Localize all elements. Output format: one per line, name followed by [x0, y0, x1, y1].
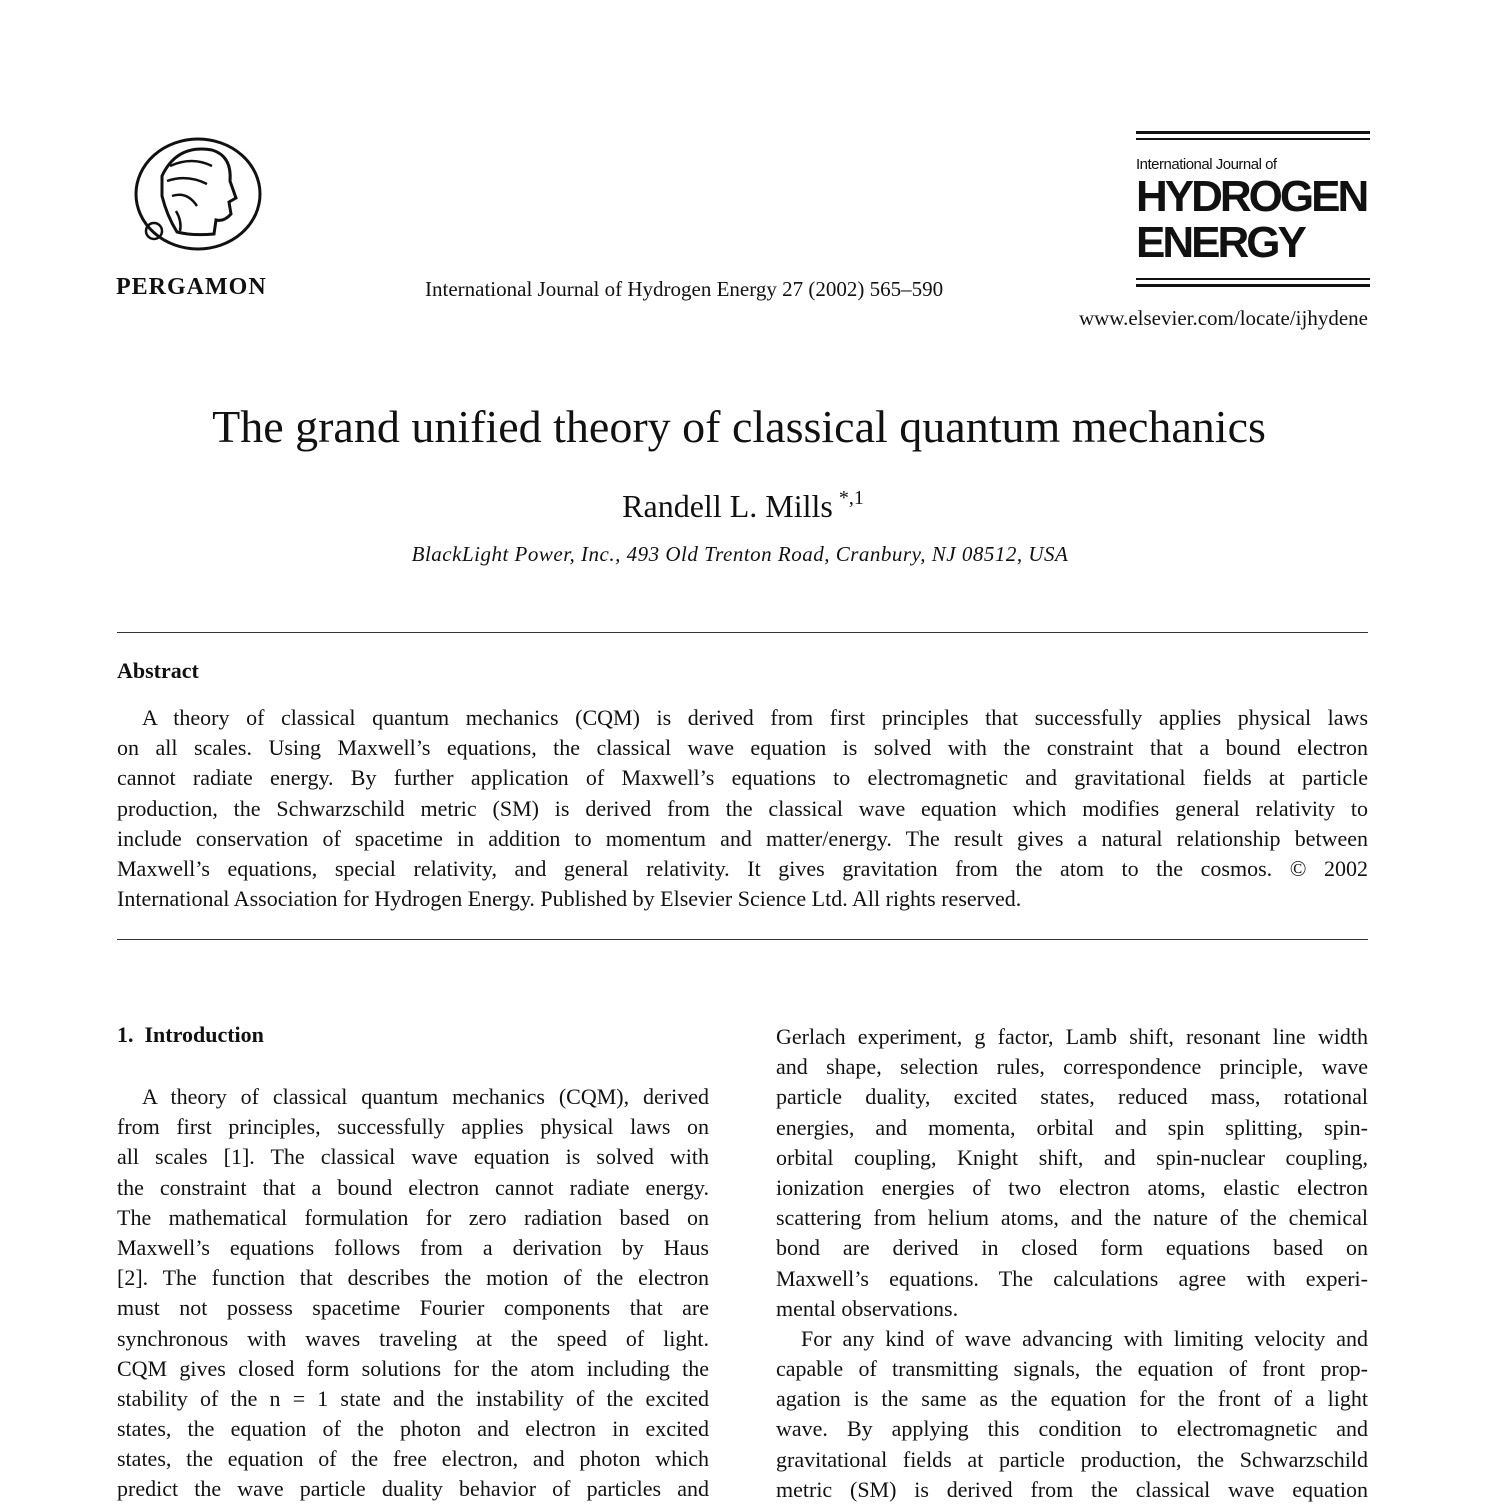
- right-column: [776, 1022, 1368, 1505]
- journal-logo-line2: ENERGY: [1136, 218, 1304, 267]
- affiliation: BlackLight Power, Inc., 493 Old Trenton Road, Cranbury, NJ 08512, USA: [411, 542, 1069, 566]
- author-name: Randell L. Mills: [622, 488, 833, 524]
- body-line: orbital coupling, Knight shift, and spin-nuclear coupling,: [776, 1144, 1368, 1170]
- journal-logo-small: International Journal of: [1136, 156, 1277, 173]
- body-line: CQM gives closed form solutions for the atom including the: [117, 1355, 709, 1381]
- body-line: scattering from helium atoms, and the nature of the chemical: [776, 1205, 1368, 1231]
- author: [0, 486, 1486, 526]
- abstract-line: on all scales. Using Maxwell’s equations, the classical wave equation is solved with the constraint that a bound electron: [117, 735, 1368, 761]
- body-line: states, the equation of the free electron, and photon which: [117, 1446, 709, 1472]
- body-line: from first principles, successfully applies physical laws on: [117, 1114, 709, 1140]
- minerva-head-icon: [132, 136, 262, 251]
- publisher-logo: [132, 136, 262, 251]
- body-line: the constraint that a bound electron cannot radiate energy.: [117, 1174, 709, 1200]
- body-line: wave. By applying this condition to electromagnetic and: [776, 1416, 1368, 1442]
- divider-bottom: [117, 939, 1368, 940]
- abstract-line: include conservation of spacetime in addition to momentum and matter/energy. The result gives a natural relationship between: [117, 825, 1368, 851]
- body-line: agation is the same as the equation for the front of a light: [776, 1386, 1368, 1412]
- abstract-line: Maxwell’s equations, special relativity, and general relativity. It gives gravitation from the atom to the cosmos. © 2002: [117, 855, 1368, 881]
- body-line: Maxwell’s equations. The calculations agree with experi-: [776, 1265, 1368, 1291]
- journal-logo: [1136, 131, 1370, 287]
- body-line: The mathematical formulation for zero radiation based on: [117, 1204, 709, 1230]
- body-line: predict the wave particle duality behavior of particles and: [117, 1476, 709, 1502]
- left-column: [117, 1082, 709, 1505]
- body-line: capable of transmitting signals, the equation of front prop-: [776, 1356, 1368, 1382]
- divider-top: [117, 632, 1368, 633]
- body-line: Maxwell’s equations follows from a derivation by Haus: [117, 1234, 709, 1260]
- body-line: energies, and momenta, orbital and spin splitting, spin-: [776, 1114, 1368, 1140]
- section-heading: 1. Introduction: [117, 1022, 264, 1047]
- body-line: ionization energies of two electron atoms, elastic electron: [776, 1174, 1368, 1200]
- abstract-line: International Association for Hydrogen Energy. Published by Elsevier Science Ltd. All rights reserved.: [117, 886, 1022, 912]
- body-line: all scales [1]. The classical wave equation is solved with: [117, 1144, 709, 1170]
- body-line: Gerlach experiment, g factor, Lamb shift, resonant line width: [776, 1024, 1368, 1049]
- body-line: states, the equation of the photon and electron in excited: [117, 1416, 709, 1442]
- abstract-heading: Abstract: [117, 658, 199, 683]
- journal-citation: International Journal of Hydrogen Energy 27 (2002) 565–590: [425, 277, 944, 301]
- publisher-name: PERGAMON: [116, 274, 267, 300]
- body-line: [2]. The function that describes the motion of the electron: [117, 1265, 709, 1291]
- body-line: gravitational fields at particle production, the Schwarzschild: [776, 1446, 1368, 1472]
- body-line: must not possess spacetime Fourier components that are: [117, 1295, 709, 1321]
- abstract-line: cannot radiate energy. By further application of Maxwell’s equations to electromagnetic and gravitational fields at particle: [117, 765, 1368, 791]
- journal-logo-line1: HYDROGEN: [1136, 172, 1367, 221]
- abstract-body: [117, 703, 1368, 914]
- body-line: bond are derived in closed form equations based on: [776, 1235, 1368, 1261]
- body-line: A theory of classical quantum mechanics (CQM), derived: [142, 1084, 709, 1109]
- paper-title: The grand unified theory of classical quantum mechanics: [212, 401, 1266, 452]
- body-line: mental observations.: [776, 1295, 959, 1321]
- body-line: and shape, selection rules, correspondence principle, wave: [776, 1054, 1368, 1080]
- body-line: metric (SM) is derived from the classical wave equation: [776, 1476, 1368, 1502]
- abstract-line: A theory of classical quantum mechanics (CQM) is derived from first principles that successfully applies physical laws: [142, 705, 1368, 730]
- journal-url[interactable]: www.elsevier.com/locate/ijhydene: [1078, 306, 1368, 330]
- body-line: particle duality, excited states, reduced mass, rotational: [776, 1084, 1368, 1110]
- body-line: For any kind of wave advancing with limiting velocity and: [801, 1325, 1368, 1351]
- author-marks: *,1: [838, 487, 864, 509]
- body-line: stability of the n = 1 state and the instability of the excited: [117, 1385, 709, 1411]
- abstract-line: production, the Schwarzschild metric (SM) is derived from the classical wave equation which modifies general relativity to: [117, 795, 1368, 821]
- body-line: synchronous with waves traveling at the speed of light.: [117, 1325, 709, 1351]
